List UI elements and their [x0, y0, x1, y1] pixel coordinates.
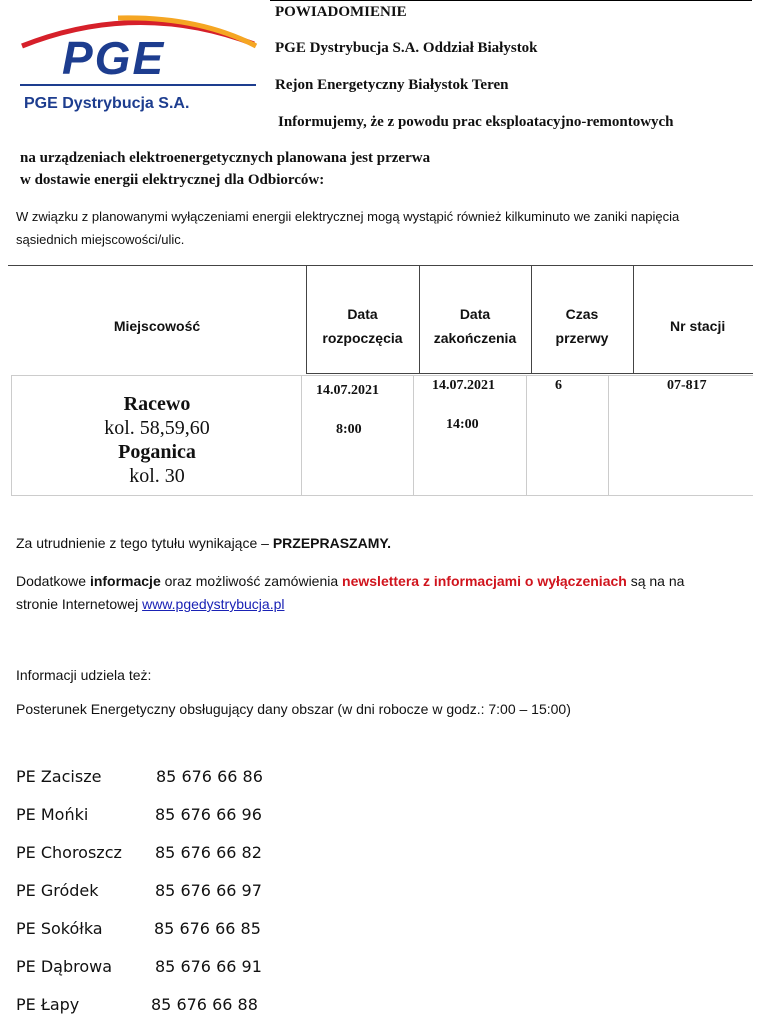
table-bottom-border — [11, 495, 753, 496]
offices-list — [16, 767, 316, 1033]
list-item — [16, 767, 316, 805]
col-header-start-line2: rozpoczęcia — [322, 330, 403, 346]
col-header-station: Nr stacji — [670, 318, 726, 334]
more-info-line-1 — [16, 573, 684, 589]
list-item — [16, 881, 316, 919]
office-phone: 85 676 66 97 — [155, 881, 262, 900]
table-header-bottom-border — [306, 373, 753, 374]
notice-title: POWIADOMIENIE — [275, 4, 407, 20]
office-phone: 85 676 66 88 — [151, 995, 258, 1014]
more-info-part1: Dodatkowe — [16, 573, 90, 589]
col-header-duration-line1: Czas — [565, 306, 599, 322]
logo-underline — [20, 84, 256, 86]
office-phone: 85 676 66 96 — [155, 805, 262, 824]
intro-line-2: w dostawie energii elektrycznej dla Odbiorców: — [20, 172, 325, 188]
office-name: PE Choroszcz — [16, 843, 122, 862]
website-link[interactable]: www.pgedystrybucja.pl — [142, 596, 285, 612]
office-name: PE Dąbrowa — [16, 957, 113, 976]
col-header-end-line1: Data — [459, 306, 491, 322]
apology-line — [16, 535, 391, 551]
table-row — [12, 392, 302, 488]
notice-line-1: W związku z planowanymi wyłączeniami energii elektrycznej mogą wystąpić również kilkuminuto we zaniki napięcia — [16, 209, 680, 224]
info-line: Informujemy, że z powodu prac eksploatacyjno-remontowych — [278, 114, 674, 130]
office-name: PE Mońki — [16, 805, 89, 824]
office-phone: 85 676 66 91 — [155, 957, 262, 976]
table-divider — [526, 375, 527, 495]
logo-company-name: PGE Dystrybucja S.A. — [24, 95, 190, 112]
table-divider — [608, 375, 609, 495]
table-row-top-border — [11, 375, 753, 376]
office-phone: 85 676 66 82 — [155, 843, 262, 862]
office-name: PE Łapy — [16, 995, 80, 1014]
start-time: 8:00 — [336, 422, 362, 437]
apology-text: Za utrudnienie z tego tytułu wynikające – — [16, 535, 273, 551]
region-name: Rejon Energetyczny Białystok Teren — [275, 77, 509, 93]
list-item — [16, 957, 316, 995]
col-header-start — [306, 302, 419, 350]
contact-intro: Informacji udziela też: — [16, 667, 152, 683]
end-date: 14.07.2021 — [432, 378, 495, 393]
more-info-emphasis: informacje — [89, 573, 161, 589]
more-info-line-2 — [16, 596, 284, 612]
list-item — [16, 805, 316, 843]
list-item — [16, 995, 316, 1033]
header-rule — [270, 0, 752, 1]
more-info-part5: są na na — [626, 573, 685, 589]
newsletter-highlight: newslettera z informacjami o wyłączeniach — [342, 573, 627, 589]
duration-value: 6 — [555, 378, 562, 393]
locality-2-detail: kol. 30 — [129, 465, 185, 487]
logo-text: PGE — [62, 32, 166, 84]
more-info-line2-prefix: stronie Internetowej — [16, 596, 143, 612]
col-header-duration-line2: przerwy — [555, 330, 609, 346]
notice-line-2: sąsiednich miejscowości/ulic. — [16, 232, 185, 247]
intro-line-1: na urządzeniach elektroenergetycznych planowana jest przerwa — [20, 150, 431, 166]
apology-emphasis: PRZEPRASZAMY. — [272, 535, 392, 551]
col-header-start-line1: Data — [347, 306, 378, 322]
office-name: PE Sokółka — [16, 919, 103, 938]
locality-1-detail: kol. 58,59,60 — [104, 417, 210, 439]
start-date: 14.07.2021 — [316, 383, 379, 398]
office-name: PE Gródek — [16, 881, 99, 900]
office-phone: 85 676 66 86 — [156, 767, 263, 786]
col-header-locality: Miejscowość — [113, 318, 201, 334]
locality-1: Racewo — [123, 393, 191, 415]
table-divider — [633, 265, 634, 374]
more-info-part3: oraz możliwość zamówienia — [160, 573, 343, 589]
col-header-end-line2: zakończenia — [433, 330, 517, 346]
pge-logo-graphic — [18, 8, 260, 116]
station-number: 07-817 — [667, 378, 707, 393]
col-header-duration — [531, 302, 633, 350]
posterunek-line: Posterunek Energetyczny obsługujący dany obszar (w dni robocze w godz.: 7:00 – 15:00) — [16, 701, 571, 717]
table-top-border — [8, 265, 753, 266]
col-header-end — [419, 302, 531, 350]
list-item — [16, 919, 316, 957]
branch-name: PGE Dystrybucja S.A. Oddział Białystok — [275, 40, 538, 56]
end-time: 14:00 — [446, 417, 479, 432]
office-phone: 85 676 66 85 — [154, 919, 261, 938]
pge-logo — [18, 8, 260, 116]
locality-2: Poganica — [118, 441, 196, 463]
list-item — [16, 843, 316, 881]
office-name: PE Zacisze — [16, 767, 102, 786]
table-divider — [413, 375, 414, 495]
